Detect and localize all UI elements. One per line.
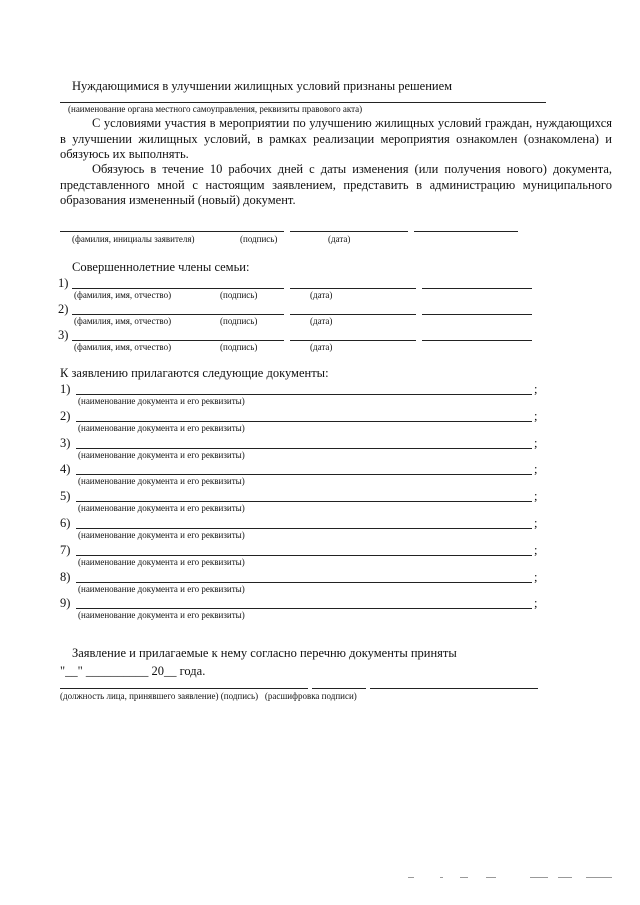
document-caption: (наименование документа и его реквизиты) (78, 610, 245, 620)
document-field-line[interactable] (76, 608, 532, 609)
family-signature-line[interactable] (290, 340, 416, 341)
document-row-end: ; (534, 489, 538, 503)
document-field-line[interactable] (76, 501, 532, 502)
document-caption: (наименование документа и его реквизиты) (78, 396, 245, 406)
document-row-number: 3) (60, 436, 71, 450)
official-caption: (должность лица, принявшего заявление) (подпись) (расшифровка подписи) (60, 691, 357, 701)
document-row-number: 8) (60, 570, 71, 584)
document-field-line[interactable] (76, 421, 532, 422)
applicant-signature-line[interactable] (290, 231, 408, 232)
family-row-number: 2) (58, 302, 69, 316)
document-row-end: ; (534, 409, 538, 423)
document-row-number: 5) (60, 489, 71, 503)
document-field-line[interactable] (76, 448, 532, 449)
document-field-line[interactable] (76, 528, 532, 529)
family-heading: Совершеннолетние члены семьи: (72, 260, 250, 274)
conditions-paragraph: С условиями участия в мероприятии по улучшению жилищных условий граждан, нуждающихся в улучшении жилищных условий, в рамках реализации мероприятия ознакомлен (ознакомлена) и обязуюсь их выполнять. (60, 116, 612, 161)
family-name-caption: (фамилия, имя, отчество) (74, 290, 172, 300)
documents-heading: К заявлению прилагаются следующие документы: (60, 366, 329, 380)
official-transcript-line[interactable] (370, 688, 538, 689)
family-signature-caption: (подпись) (220, 342, 258, 352)
decision-field-line[interactable] (60, 102, 546, 103)
decision-caption: (наименование органа местного самоуправления, реквизиты правового акта) (68, 104, 363, 114)
family-name-line[interactable] (72, 340, 284, 341)
family-row-number: 3) (58, 328, 69, 342)
document-caption: (наименование документа и его реквизиты) (78, 423, 245, 433)
document-row-number: 4) (60, 462, 71, 476)
document-row-end: ; (534, 543, 538, 557)
decision-heading: Нуждающимися в улучшении жилищных условий признаны решением (72, 79, 453, 93)
document-row-end: ; (534, 462, 538, 476)
applicant-name-caption: (фамилия, инициалы заявителя) (72, 234, 195, 244)
document-field-line[interactable] (76, 582, 532, 583)
family-name-caption: (фамилия, имя, отчество) (74, 342, 172, 352)
family-signature-caption: (подпись) (220, 290, 258, 300)
document-caption: (наименование документа и его реквизиты) (78, 503, 245, 513)
family-date-line[interactable] (422, 340, 532, 341)
document-row-end: ; (534, 596, 538, 610)
family-row-number: 1) (58, 276, 69, 290)
document-row-number: 6) (60, 516, 71, 530)
document-row-number: 9) (60, 596, 71, 610)
acceptance-date[interactable]: "__" __________ 20__ года. (60, 664, 206, 678)
document-field-line[interactable] (76, 555, 532, 556)
family-name-line[interactable] (72, 288, 284, 289)
document-row-end: ; (534, 570, 538, 584)
document-field-line[interactable] (76, 394, 532, 395)
document-row-number: 1) (60, 382, 71, 396)
family-name-line[interactable] (72, 314, 284, 315)
family-date-line[interactable] (422, 288, 532, 289)
official-position-line[interactable] (60, 688, 308, 689)
obligation-paragraph: Обязуюсь в течение 10 рабочих дней с даты изменения (или получения нового) документа, представленного мной с настоящим заявлением, представить в администрацию муниципального образования измененный (новый) документ. (60, 162, 612, 207)
family-signature-caption: (подпись) (220, 316, 258, 326)
family-date-caption: (дата) (310, 316, 333, 326)
family-signature-line[interactable] (290, 288, 416, 289)
document-row-end: ; (534, 382, 538, 396)
document-row-number: 2) (60, 409, 71, 423)
accepted-text: Заявление и прилагаемые к нему согласно перечню документы приняты (72, 646, 457, 660)
document-row-end: ; (534, 436, 538, 450)
document-row-end: ; (534, 516, 538, 530)
document-caption: (наименование документа и его реквизиты) (78, 557, 245, 567)
document-caption: (наименование документа и его реквизиты) (78, 476, 245, 486)
family-date-line[interactable] (422, 314, 532, 315)
family-name-caption: (фамилия, имя, отчество) (74, 316, 172, 326)
family-date-caption: (дата) (310, 290, 333, 300)
applicant-date-caption: (дата) (328, 234, 351, 244)
document-caption: (наименование документа и его реквизиты) (78, 530, 245, 540)
document-row-number: 7) (60, 543, 71, 557)
family-date-caption: (дата) (310, 342, 333, 352)
document-caption: (наименование документа и его реквизиты) (78, 584, 245, 594)
applicant-signature-caption: (подпись) (240, 234, 278, 244)
document-field-line[interactable] (76, 474, 532, 475)
official-signature-line[interactable] (312, 688, 366, 689)
applicant-name-line[interactable] (60, 231, 284, 232)
applicant-date-line[interactable] (414, 231, 518, 232)
family-signature-line[interactable] (290, 314, 416, 315)
document-caption: (наименование документа и его реквизиты) (78, 450, 245, 460)
